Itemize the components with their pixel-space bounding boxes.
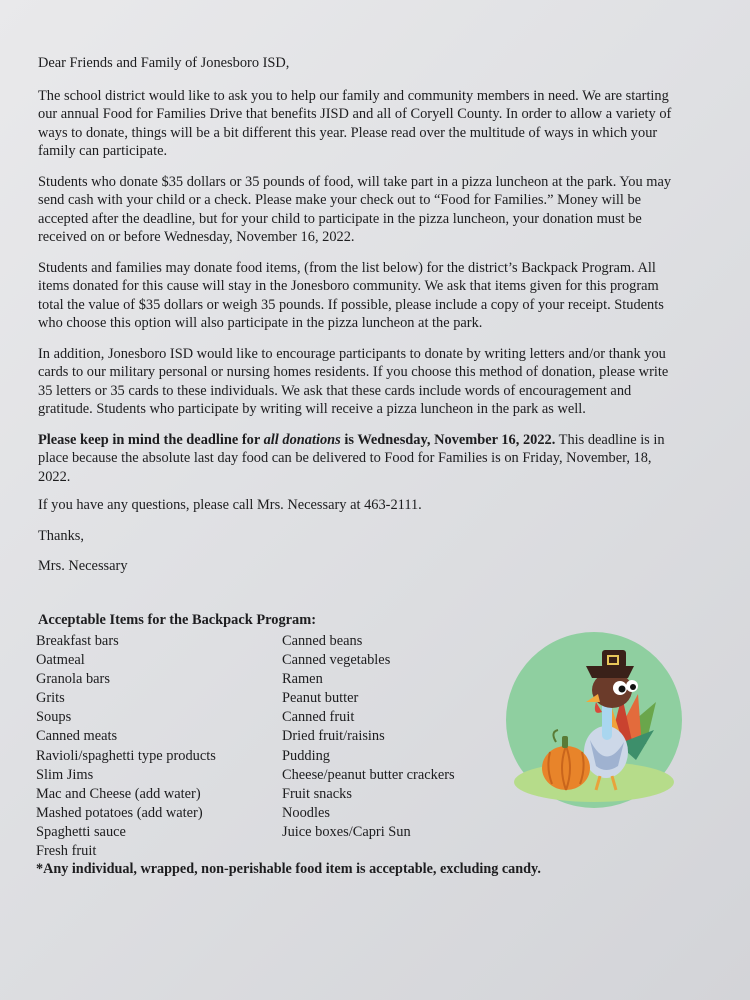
paragraph-food-donation: Students and families may donate food items, (from the list below) for the district’s Backpack Program. All items donated for this cause will stay in the Jonesboro community. We ask that items given for this program total the value of $35 dollars or weigh 35 pounds. If possible, please include a copy of your receipt. Students who choose this option will also participate in the pizza luncheon at the park.: [38, 259, 664, 331]
list-item: Canned beans: [282, 633, 363, 649]
salutation: Dear Friends and Family of Jonesboro ISD,: [38, 55, 290, 71]
list-item: Canned vegetables: [282, 652, 391, 669]
closing-thanks: Thanks,: [38, 527, 84, 544]
list-item: Breakfast bars: [36, 633, 119, 649]
items-list-left: [36, 632, 216, 861]
deadline-bold-date: is Wednesday, November 16, 2022.: [340, 431, 556, 448]
list-item: Slim Jims: [36, 766, 94, 783]
paragraph-cash-donation: Students who donate $35 dollars or 35 pounds of food, will take part in a pizza luncheon at the park. You may send cash with your child or a check. Please make your check out to “Food for Families.” Money will be accepted after the deadline, but for your child to participate in the pizza luncheon, your donation must be received on or before Wednesday, November 16, 2022.: [38, 173, 672, 245]
list-item: Mashed potatoes (add water): [36, 804, 203, 821]
items-heading: Acceptable Items for the Backpack Program:: [38, 612, 317, 628]
list-item: Mac and Cheese (add water): [36, 785, 201, 802]
list-item: Ramen: [282, 671, 323, 688]
list-item: Oatmeal: [36, 652, 85, 669]
paragraph-questions: If you have any questions, please call Mrs. Necessary at 463-2111.: [38, 497, 422, 513]
list-item: Spaghetti sauce: [36, 823, 126, 840]
items-list-right: [282, 632, 455, 842]
list-item: Pudding: [282, 747, 330, 764]
deadline-rest: This deadline is in place because the absolute last day food can be delivered to Food for Families is on Friday, November, 18, 2022.: [38, 431, 665, 485]
signature: Mrs. Necessary: [38, 558, 128, 574]
items-footnote: *Any individual, wrapped, non-perishable food item is acceptable, excluding candy.: [36, 861, 541, 877]
list-item: Fresh fruit: [36, 843, 97, 860]
turkey-illustration: [506, 632, 682, 808]
list-item: Granola bars: [36, 671, 110, 688]
list-item: Noodles: [282, 804, 330, 821]
list-item: Juice boxes/Capri Sun: [282, 823, 411, 840]
list-item: Fruit snacks: [282, 785, 352, 802]
list-item: Canned fruit: [282, 709, 355, 726]
paragraph-letters-donation: In addition, Jonesboro ISD would like to encourage participants to donate by writing letters and/or thank you cards to our military personal or nursing homes residents. If you choose this method of donation, please write 35 letters or 35 cards to these individuals. We ask that these cards include words of encouragement and gratitude. Students who participate by writing will receive a pizza luncheon in the park as well.: [38, 345, 669, 417]
paragraph-intro: The school district would like to ask you to help our family and community members in need. We are starting our annual Food for Families Drive that benefits JISD and all of Coryell County. In order to allow a variety of ways to donate, things will be a bit different this year. Please read over the multitude of ways in which your family can participate.: [38, 87, 672, 159]
list-item: Cheese/peanut butter crackers: [282, 766, 455, 783]
letter-body: [38, 54, 680, 588]
list-item: Peanut butter: [282, 690, 359, 707]
list-item: Canned meats: [36, 728, 118, 745]
deadline-italic: all donations: [263, 431, 341, 448]
list-item: Soups: [36, 709, 72, 726]
turkey-pilgrim-icon: [506, 632, 682, 808]
deadline-bold-lead: Please keep in mind the deadline for: [38, 431, 264, 448]
list-item: Ravioli/spaghetti type products: [36, 747, 216, 764]
list-item: Grits: [36, 690, 65, 707]
paragraph-deadline: [38, 431, 680, 487]
list-item: Dried fruit/raisins: [282, 728, 385, 745]
